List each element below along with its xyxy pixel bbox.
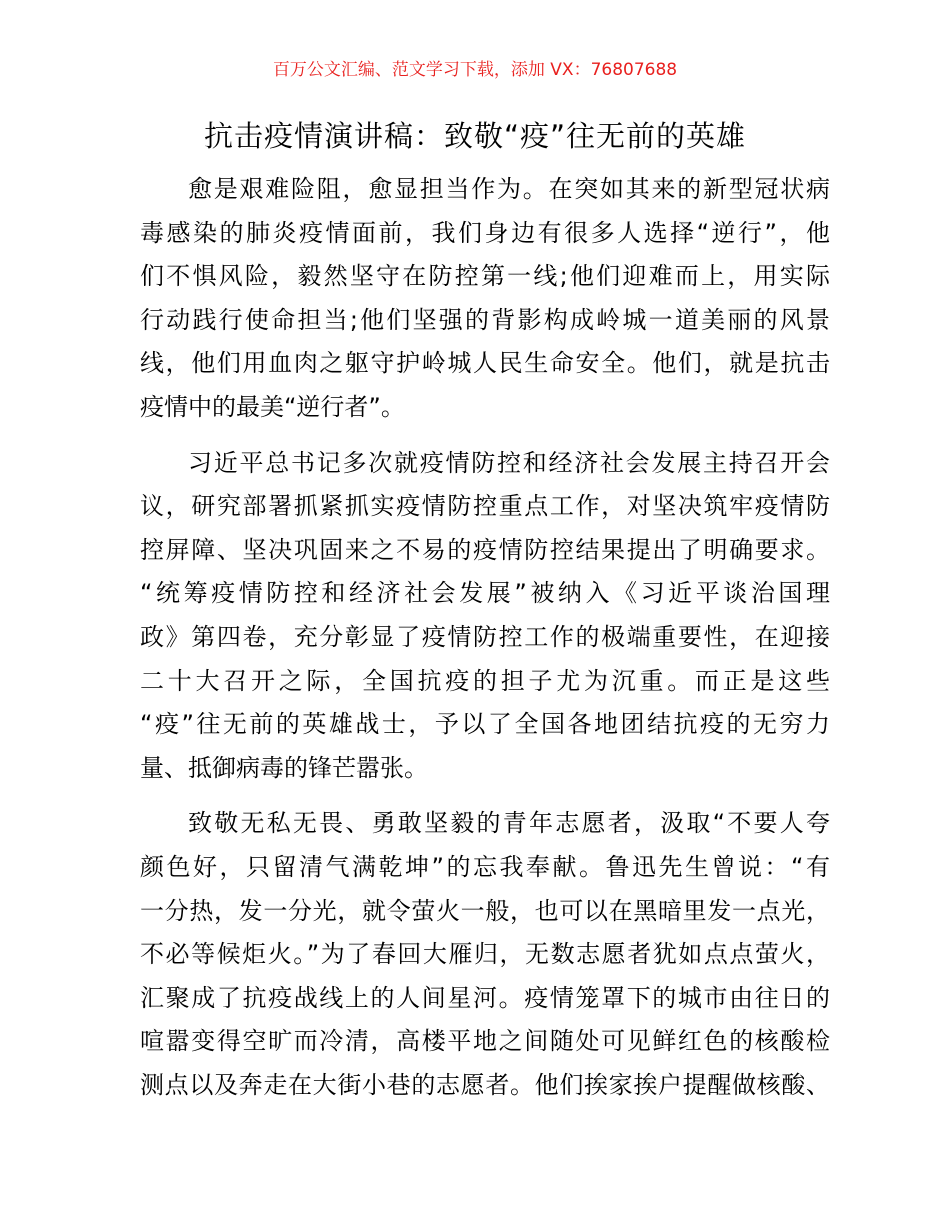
paragraph-line: 行动践行使命担当;他们坚强的背影构成岭城一道美丽的风景 bbox=[140, 305, 830, 334]
paragraph-line: 不必等候炬火。”为了春回大雁归，无数志愿者犹如点点萤火， bbox=[140, 940, 830, 969]
paragraph-line: 疫情中的最美“逆行者”。 bbox=[140, 392, 405, 421]
paragraph-line: 议，研究部署抓紧抓实疫情防控重点工作，对坚决筑牢疫情防 bbox=[140, 492, 830, 521]
document-body bbox=[140, 168, 830, 1119]
paragraph-line: “疫”往无前的英雄战士，予以了全国各地团结抗疫的无穷力 bbox=[140, 710, 830, 739]
paragraph-2 bbox=[140, 442, 830, 791]
paragraph-line: 致敬无私无畏、勇敢坚毅的青年志愿者，汲取“不要人夸 bbox=[188, 809, 830, 838]
document-title: 抗击疫情演讲稿：致敬“疫”往无前的英雄 bbox=[203, 119, 747, 153]
paragraph-line: 习近平总书记多次就疫情防控和经济社会发展主持召开会 bbox=[188, 448, 830, 477]
paragraph-line: 政》第四卷，充分彰显了疫情防控工作的极端重要性，在迎接 bbox=[140, 622, 830, 651]
paragraph-line: 二十大召开之际，全国抗疫的担子尤为沉重。而正是这些 bbox=[140, 666, 830, 695]
paragraph-line: 们不惧风险，毅然坚守在防控第一线;他们迎难而上，用实际 bbox=[140, 262, 830, 291]
paragraph-line: 颜色好，只留清气满乾坤”的忘我奉献。鲁迅先生曾说：“有 bbox=[140, 852, 830, 881]
paragraph-line: “统筹疫情防控和经济社会发展”被纳入《习近平谈治国理 bbox=[140, 579, 830, 608]
paragraph-line: 毒感染的肺炎疫情面前，我们身边有很多人选择“逆行”，他 bbox=[140, 218, 830, 247]
paragraph-line: 量、抵御病毒的锋芒嚣张。 bbox=[140, 753, 428, 782]
paragraph-line: 喧嚣变得空旷而冷清，高楼平地之间随处可见鲜红色的核酸检 bbox=[140, 1027, 830, 1056]
header-banner: 百万公文汇编、范文学习下载，添加 VX：76807688 bbox=[272, 60, 678, 80]
paragraph-3 bbox=[140, 802, 830, 1107]
paragraph-line: 测点以及奔走在大街小巷的志愿者。他们挨家挨户提醒做核酸、 bbox=[140, 1070, 830, 1099]
paragraph-1 bbox=[140, 168, 830, 430]
paragraph-line: 汇聚成了抗疫战线上的人间星河。疫情笼罩下的城市由往日的 bbox=[140, 983, 830, 1012]
paragraph-line: 愈是艰难险阻，愈显担当作为。在突如其来的新型冠状病 bbox=[188, 175, 830, 203]
paragraph-line: 控屏障、坚决巩固来之不易的疫情防控结果提出了明确要求。 bbox=[140, 535, 830, 564]
paragraph-line: 线，他们用血肉之躯守护岭城人民生命安全。他们，就是抗击 bbox=[140, 349, 830, 378]
paragraph-line: 一分热，发一分光，就令萤火一般，也可以在黑暗里发一点光， bbox=[140, 896, 830, 925]
